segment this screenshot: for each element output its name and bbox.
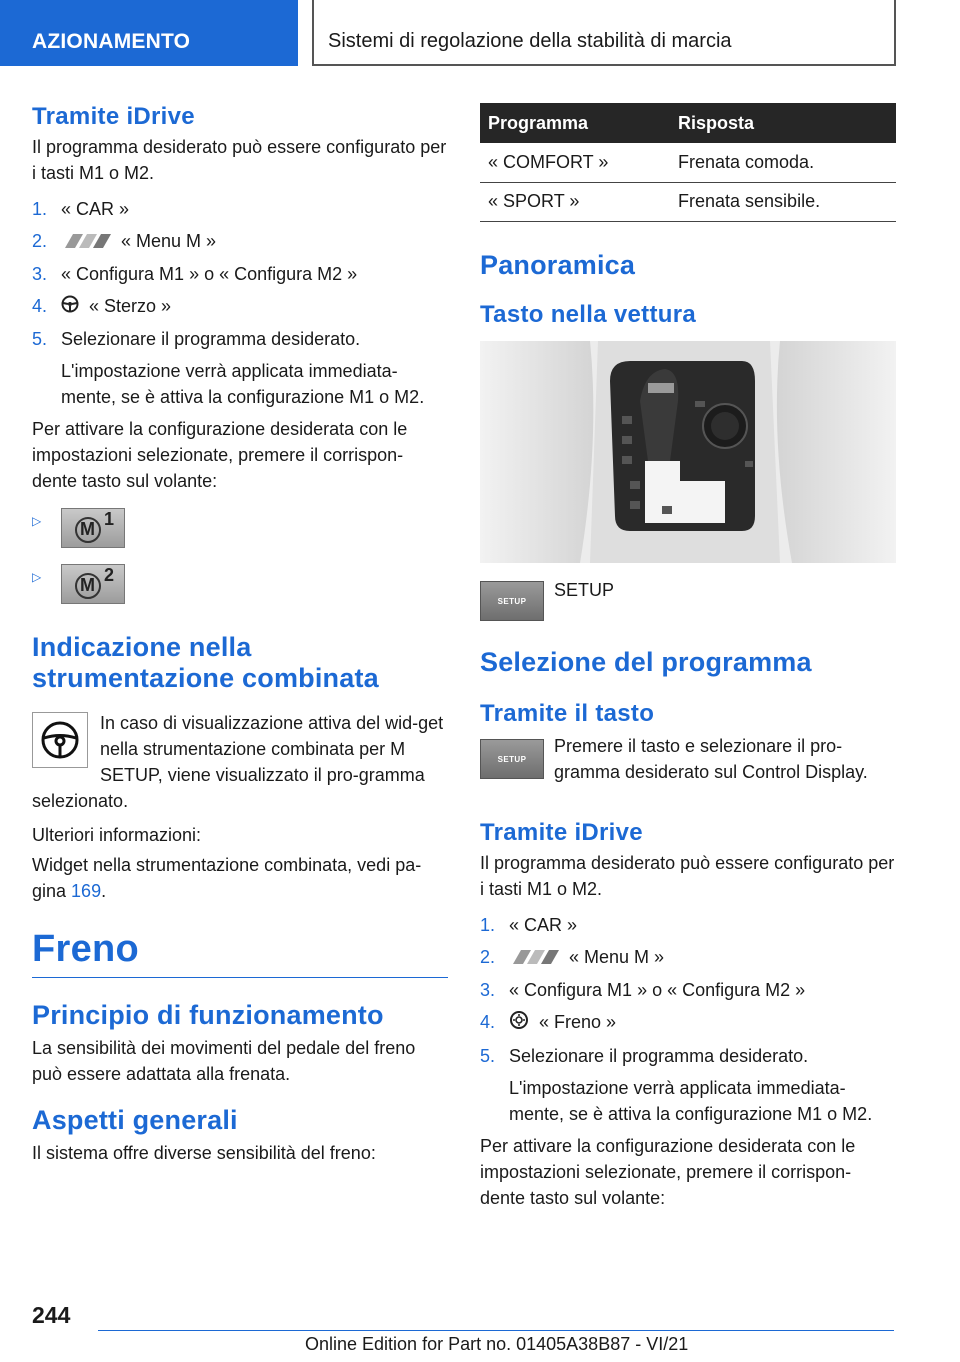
- page-header: [0, 0, 960, 66]
- step-text: « CAR »: [509, 914, 578, 935]
- step-number: 1.: [32, 198, 48, 219]
- list-item: [480, 1009, 896, 1037]
- widget-ref-end: .: [101, 881, 107, 902]
- step-number: 2.: [32, 230, 48, 251]
- list-item: [480, 1043, 896, 1127]
- setup-caption-row: [480, 581, 896, 621]
- step-text: Selezionare il programma desiderato.: [509, 1045, 809, 1066]
- widget-ref-text: Widget nella strumentazione combinata, vedi pa-gina: [32, 855, 422, 902]
- step-number: 2.: [480, 946, 496, 967]
- m1-button-icon: [61, 508, 125, 548]
- step-number: 3.: [32, 264, 48, 285]
- m1-bullet: [32, 508, 448, 548]
- left-column: [32, 100, 448, 1166]
- principio-text: La sensibilità dei movimenti del pedale del freno può essere adattata alla frenata.: [32, 1038, 416, 1085]
- tasto-heading: Tasto nella vettura: [480, 300, 696, 328]
- step-subtext: L'impostazione verrà applicata immediata-mente, se è attiva la configurazione M1 o M2.: [61, 361, 425, 408]
- m-stripes-icon: [509, 945, 559, 971]
- step-number: 5.: [32, 329, 48, 350]
- tramite-tasto-heading: Tramite il tasto: [480, 700, 655, 728]
- column-header: Programma: [480, 103, 670, 143]
- m2-label: M: [80, 575, 95, 596]
- idrive-steps: [480, 912, 896, 1127]
- principio-heading: Principio di funzionamento: [32, 1000, 384, 1031]
- m1-label: M: [80, 519, 95, 540]
- m2-button-icon: [61, 564, 125, 604]
- table-cell: « COMFORT »: [480, 143, 670, 182]
- list-item: [32, 293, 448, 320]
- indicazione-heading: Indicazione nella strumentazione combinata: [32, 632, 379, 694]
- table-row: [480, 143, 896, 182]
- panoramica-heading: Panoramica: [480, 249, 636, 280]
- freno-section-heading: [32, 928, 448, 978]
- column-header: Risposta: [670, 103, 896, 143]
- indicazione-text: In caso di visualizzazione attiva del wid-get nella strumentazione combinata per M SETUP, viene visualizzato il pro-gramma selezionato.: [32, 713, 444, 812]
- step-text: « Menu M »: [569, 946, 665, 967]
- list-item: [32, 228, 448, 255]
- idrive-intro: Il programma desiderato può essere configurato per i tasti M1 o M2.: [32, 136, 447, 183]
- widget-ref: [32, 852, 448, 904]
- idrive-steps: [32, 196, 448, 411]
- step-number: 4.: [480, 1012, 496, 1033]
- table-cell: Frenata comoda.: [670, 143, 896, 182]
- steering-display-icon: [32, 712, 88, 768]
- freno-heading: Freno: [32, 928, 140, 971]
- m-stripes-icon: [61, 229, 111, 255]
- step-text: « Menu M »: [121, 230, 217, 251]
- step-text: Selezionare il programma desiderato.: [61, 329, 361, 350]
- list-item: [480, 977, 896, 1003]
- activate-text: Per attivare la configurazione desiderata con le impostazioni selezionate, premere il corrispon-dente tasto sul volante:: [32, 419, 408, 492]
- page-link[interactable]: 169: [71, 881, 102, 902]
- table-header-row: [480, 103, 896, 143]
- step-text: « CAR »: [61, 198, 130, 219]
- bullet-triangle-icon: ▷: [32, 514, 42, 529]
- center-console-photo: [480, 341, 896, 563]
- table-cell: Frenata sensibile.: [670, 182, 896, 221]
- section-tab: AZIONAMENTO: [0, 0, 298, 66]
- list-item: [480, 912, 896, 938]
- setup-caption: SETUP: [554, 580, 615, 601]
- aspetti-heading: Aspetti generali: [32, 1105, 238, 1136]
- page-number: 244: [32, 1302, 71, 1328]
- m1-sup: 1: [104, 509, 115, 530]
- m2-bullet: [32, 564, 448, 604]
- m2-sup: 2: [104, 565, 115, 586]
- selezione-heading: Selezione del programma: [480, 647, 812, 678]
- edition-note: Online Edition for Part no. 01405A38B87 - VI/21: [305, 1334, 689, 1354]
- setup-button-icon: SETUP: [480, 739, 544, 779]
- list-item: [32, 326, 448, 410]
- steering-wheel-icon: [61, 294, 79, 320]
- chapter-title: Sistemi di regolazione della stabilità di marcia: [312, 0, 896, 66]
- list-item: [480, 944, 896, 971]
- more-info: Ulteriori informazioni:: [32, 825, 202, 846]
- idrive-heading: Tramite iDrive: [480, 819, 643, 847]
- step-number: 5.: [480, 1045, 496, 1066]
- idrive-intro: Il programma desiderato può essere configurato per i tasti M1 o M2.: [480, 852, 895, 899]
- step-text: « Configura M1 » o « Configura M2 »: [509, 980, 806, 1001]
- step-number: 3.: [480, 980, 496, 1001]
- tramite-tasto-text: Premere il tasto e selezionare il pro-gramma desiderato sul Control Display.: [554, 736, 868, 783]
- tramite-tasto-row: [480, 733, 896, 785]
- indicazione-block: [32, 710, 448, 814]
- step-number: 1.: [480, 914, 496, 935]
- right-column: [480, 103, 896, 1211]
- aspetti-text: Il sistema offre diverse sensibilità del freno:: [32, 1143, 376, 1164]
- step-number: 4.: [32, 296, 48, 317]
- list-item: [32, 196, 448, 222]
- step-text: « Configura M1 » o « Configura M2 »: [61, 264, 358, 285]
- bullet-triangle-icon: ▷: [32, 570, 42, 585]
- footer-rule: [98, 1330, 894, 1331]
- setup-button-icon: SETUP: [480, 581, 544, 621]
- idrive-heading: Tramite iDrive: [32, 103, 195, 130]
- step-text: « Freno »: [539, 1012, 617, 1033]
- activate-text: Per attivare la configurazione desiderata con le impostazioni selezionate, premere il corrispon-dente tasto sul volante:: [480, 1135, 856, 1208]
- program-table: [480, 103, 896, 222]
- table-cell: « SPORT »: [480, 182, 670, 221]
- list-item: [32, 261, 448, 287]
- brake-disc-icon: [509, 1010, 529, 1037]
- step-subtext: L'impostazione verrà applicata immediata-mente, se è attiva la configurazione M1 o M2.: [509, 1077, 873, 1124]
- step-text: « Sterzo »: [89, 296, 172, 317]
- table-row: [480, 182, 896, 221]
